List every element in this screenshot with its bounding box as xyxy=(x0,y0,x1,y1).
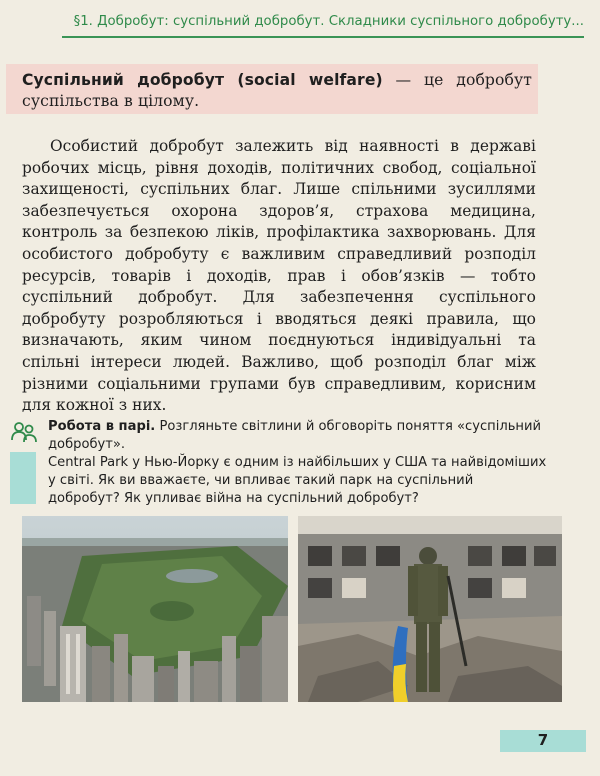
task-instruction: Розгляньте світлини й обговоріть поняття «суспільний добробут». xyxy=(48,419,542,452)
task-question: Central Park у Нью-Йорку є одним із найбільших у США та найвідоміших у світі. Як ви вважаєте, чи впливає такий парк на суспільний добробут? Як упливає війна на суспільний добробут? xyxy=(48,455,547,506)
task-block xyxy=(48,418,548,508)
definition-box xyxy=(6,64,538,114)
central-park-photo xyxy=(22,516,288,702)
definition-body: — це добробут суспільства в цілому. xyxy=(22,71,532,110)
header-rule xyxy=(62,36,584,38)
war-ruins-photo xyxy=(298,516,562,702)
page-number: 7 xyxy=(537,731,549,749)
running-header: §1. Добробут: суспільний добробут. Складники суспільного добробуту... xyxy=(73,14,584,29)
task-side-bar xyxy=(10,452,36,504)
task-label: Робота в парі. xyxy=(48,419,156,434)
definition-term: Суспільний добробут (social welfare) xyxy=(22,71,383,89)
page-number-box xyxy=(500,730,586,752)
main-paragraph: Особистий добробут залежить від наявності в державі робочих місць, рівня доходів, політичних свобод, соціальної захищеності, суспільних благ. Лише спільними зусиллями забезпечується охорона здоров’я, страхова медицина, контроль за безпекою ліків, профілактика захворювань. Для особистого добробуту є важливим справедливий розподіл ресурсів, товарів і доходів, прав і обов’язків — тобто суспільний добробут. Для забезпечення суспільного добробуту розробляються і вводяться деякі правила, що визначають, яким чином поєднуються індивідуальні та спільні інтереси людей. Важливо, щоб розподіл благ між різними соціальними групами був справедливим, корисним для кожної з них. xyxy=(22,137,536,415)
pair-work-icon xyxy=(10,418,38,446)
definition-text xyxy=(22,70,532,112)
